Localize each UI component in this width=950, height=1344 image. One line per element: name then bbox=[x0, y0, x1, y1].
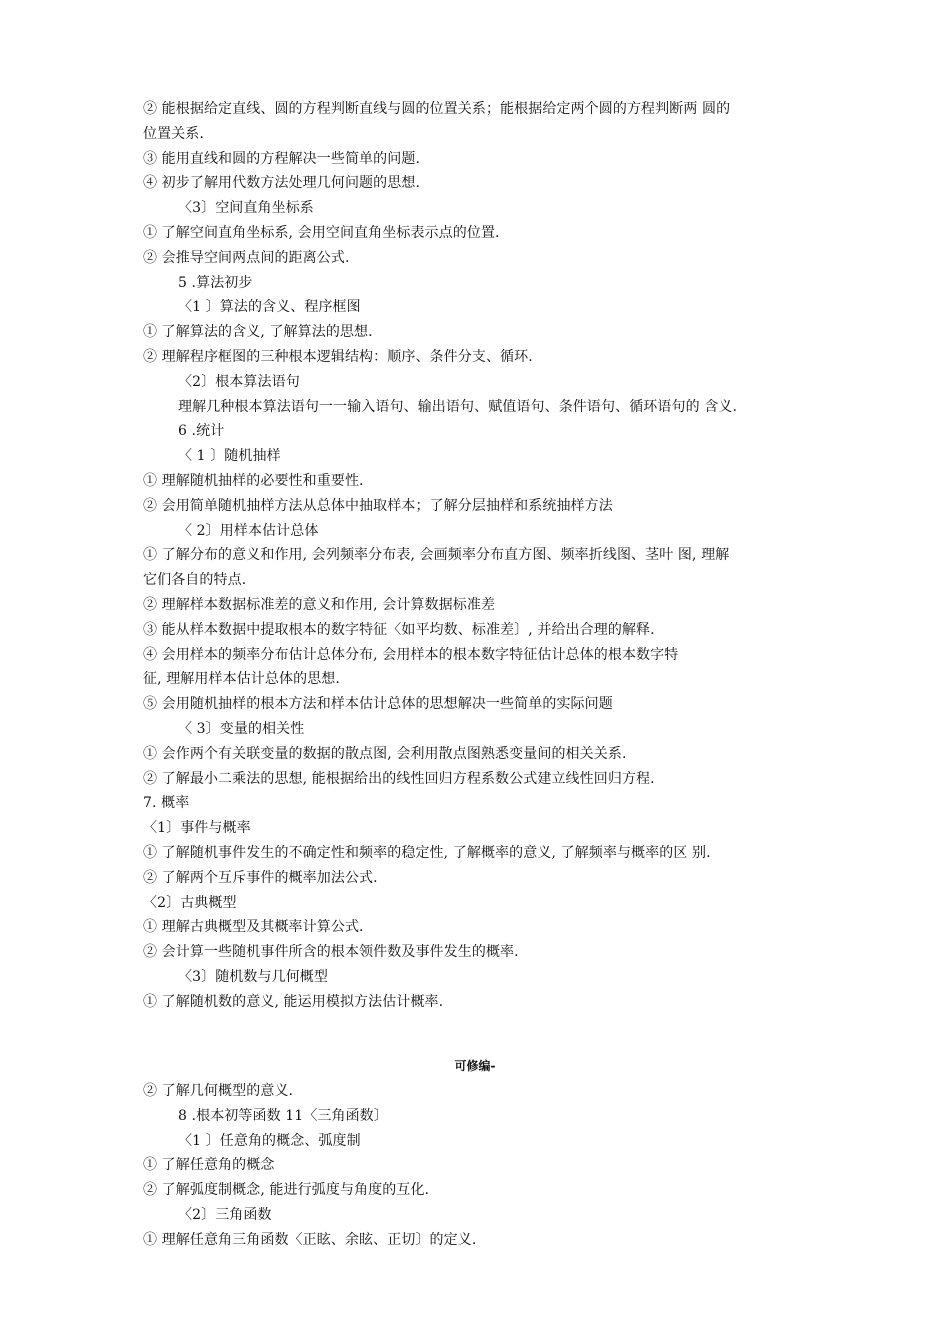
text-line: ② 会用简单随机抽样方法从总体中抽取样本；了解分层抽样和系统抽样方法 bbox=[143, 497, 613, 514]
text-line: ② 会计算一些随机事件所含的根本领件数及事件发生的概率. bbox=[143, 944, 519, 961]
text-line: 7. 概率 bbox=[143, 795, 190, 812]
text-line: ② 能根据给定直线、圆的方程判断直线与圆的位置关系；能根据给定两个圆的方程判断两 圆的 bbox=[143, 101, 731, 117]
text-line: 〈3〕空间直角坐标系 bbox=[178, 200, 314, 217]
text-line: 〈 2〕用样本估计总体 bbox=[178, 522, 319, 539]
text-line: ④ 初步了解用代数方法处理几何问题的思想. bbox=[143, 175, 420, 192]
text-line: ① 了解算法的含义, 了解算法的思想. bbox=[143, 324, 373, 341]
text-line: ② 了解两个互斥事件的概率加法公式. bbox=[143, 869, 378, 886]
text-line: ② 了解几何概型的意义. bbox=[143, 1083, 294, 1099]
text-line: 〈1〕事件与概率 bbox=[143, 820, 251, 837]
text-line: ⑤ 会用随机抽样的根本方法和样本估计总体的思想解决一些简单的实际问题 bbox=[143, 696, 613, 713]
text-line: ④ 会用样本的频率分布估计总体分布, 会用样本的根本数字特征估计总体的根本数字特 bbox=[143, 646, 679, 663]
text-line: ① 理解古典概型及其概率计算公式. bbox=[143, 919, 364, 936]
text-line: 〈1 〕任意角的概念、弧度制 bbox=[178, 1132, 361, 1149]
text-line: 〈1 〕算法的含义、程序框图 bbox=[178, 299, 361, 316]
document-body-upper bbox=[143, 97, 815, 1014]
text-line: 它们各自的特点. bbox=[143, 572, 247, 589]
text-line: ② 会推导空间两点间的距离公式. bbox=[143, 249, 350, 266]
text-line: 5 .算法初步 bbox=[178, 274, 253, 291]
text-line: 位置关系. bbox=[143, 125, 204, 142]
text-line: 〈2〕三角函数 bbox=[178, 1206, 272, 1223]
text-line: ② 理解样本数据标准差的意义和作用, 会计算数据标准差 bbox=[143, 596, 496, 613]
text-line: 〈3〕随机数与几何概型 bbox=[178, 968, 329, 985]
text-line: 〈 1 〕随机抽样 bbox=[178, 448, 281, 465]
text-line: ③ 能用直线和圆的方程解决一些简单的问题. bbox=[143, 150, 420, 167]
text-line: 〈 3〕变量的相关性 bbox=[178, 720, 305, 737]
text-line: ② 了解弧度制概念, 能进行弧度与角度的互化. bbox=[143, 1182, 430, 1199]
text-line: ① 理解任意角三角函数〈正眩、余眩、正切〕的定义. bbox=[143, 1231, 477, 1248]
text-line: ① 了解随机事件发生的不确定性和频率的稳定性, 了解概率的意义, 了解频率与概率的区 别. bbox=[143, 844, 711, 861]
text-line: 征, 理解用样本估计总体的思想. bbox=[143, 671, 340, 688]
text-line: 理解几种根本算法语句一一输入语句、输出语句、赋值语句、条件语句、循环语句的 含义. bbox=[178, 398, 737, 415]
text-line: ① 了解任意角的概念 bbox=[143, 1157, 275, 1174]
text-line: ① 了解随机数的意义, 能运用模拟方法估计概率. bbox=[143, 993, 444, 1010]
text-line: 〈2〕根本算法语句 bbox=[178, 373, 300, 390]
text-line: ② 了解最小二乘法的思想, 能根据给出的线性回归方程系数公式建立线性回归方程. bbox=[143, 770, 655, 787]
text-line: ① 了解分布的意义和作用, 会列频率分布表, 会画频率分布直方图、频率折线图、茎叶 图, 理解 bbox=[143, 547, 730, 564]
text-line: ① 了解空间直角坐标系, 会用空间直角坐标表示点的位置. bbox=[143, 224, 500, 241]
text-line: ③ 能从样本数据中提取根本的数字特征〈如平均数、标准差〕, 并给出合理的解释. bbox=[143, 621, 655, 638]
text-line: ② 理解程序框图的三种根本逻辑结构：顺序、条件分支、循环. bbox=[143, 348, 533, 365]
footer-label: 可修编- bbox=[454, 1059, 496, 1073]
text-line: ① 会作两个有关联变量的数据的散点图, 会利用散点图熟悉变量间的相关关系. bbox=[143, 745, 627, 762]
document-body-lower bbox=[143, 1079, 815, 1253]
text-line: ① 理解随机抽样的必要性和重要性. bbox=[143, 472, 364, 489]
text-line: 〈2〕古典概型 bbox=[143, 894, 237, 911]
text-line: 6 .统计 bbox=[178, 423, 225, 440]
text-line: 8 .根本初等函数 11〈三角函数〕 bbox=[178, 1107, 388, 1124]
